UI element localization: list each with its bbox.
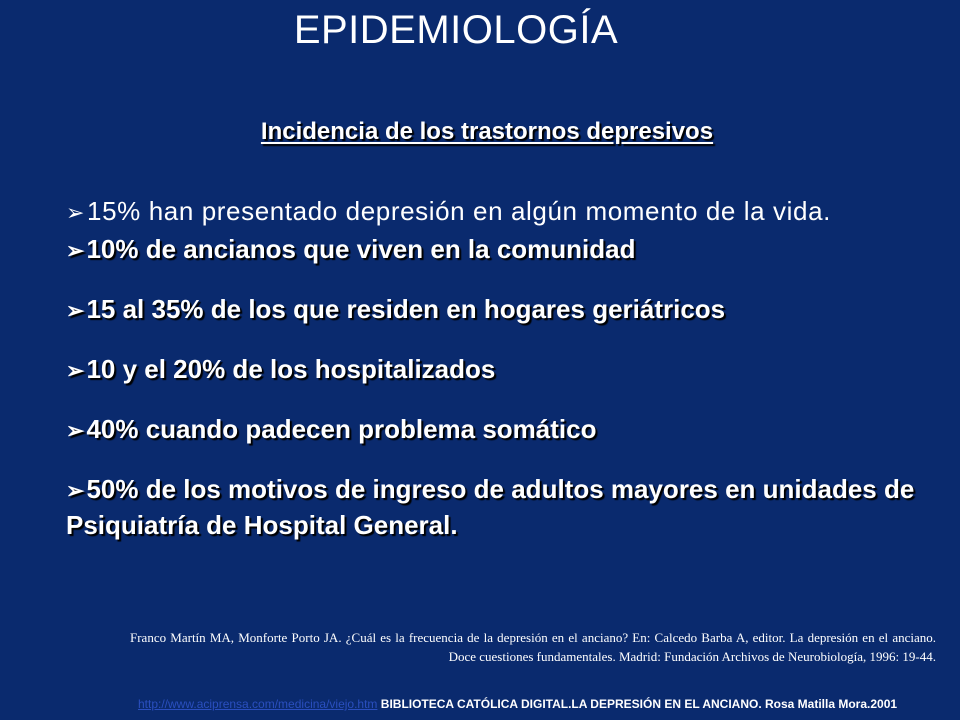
arrow-bullet-icon: ➢ <box>66 298 85 323</box>
list-item <box>66 292 926 328</box>
list-item <box>66 472 926 542</box>
bullet-text: 10 y el 20% de los hospitalizados <box>86 354 496 384</box>
arrow-bullet-icon: ➢ <box>66 238 85 263</box>
arrow-bullet-icon: ➢ <box>66 418 85 443</box>
footer <box>138 697 954 711</box>
list-item <box>66 412 926 448</box>
list-item <box>66 352 926 388</box>
footer-link[interactable]: http://www.aciprensa.com/medicina/viejo.htm <box>138 697 378 711</box>
bullet-text: 50% de los motivos de ingreso de adultos mayores en unidades de Psiquiatría de Hospital General. <box>66 474 915 540</box>
bullet-text: 10% de ancianos que viven en la comunidad <box>86 234 636 264</box>
list-item <box>66 232 926 268</box>
slide-subtitle: Incidencia de los trastornos depresivos <box>260 118 714 145</box>
footer-text: BIBLIOTECA CATÓLICA DIGITAL.LA DEPRESIÓN EN EL ANCIANO. Rosa Matilla Mora.2001 <box>377 697 898 711</box>
bullet-list <box>66 194 926 566</box>
bullet-text: 15 al 35% de los que residen en hogares geriátricos <box>86 294 726 324</box>
arrow-bullet-icon: ➢ <box>66 478 85 503</box>
arrow-bullet-icon: ➢ <box>66 358 85 383</box>
slide-title: EPIDEMIOLOGÍA <box>293 8 619 52</box>
arrow-bullet-icon: ➢ <box>66 200 86 225</box>
bullet-text: 40% cuando padecen problema somático <box>86 414 597 444</box>
citation-text: Franco Martín MA, Monforte Porto JA. ¿Cuál es la frecuencia de la depresión en el anciano? En: Calcedo Barba A, editor. La depresión en el anciano. Doce cuestiones fundamentales. Madrid: Fundación Archivos de Neurobiología, 1996: 19-44. <box>130 630 936 664</box>
bullet-text: 15% han presentado depresión en algún momento de la vida. <box>87 196 831 226</box>
list-item <box>66 194 926 230</box>
